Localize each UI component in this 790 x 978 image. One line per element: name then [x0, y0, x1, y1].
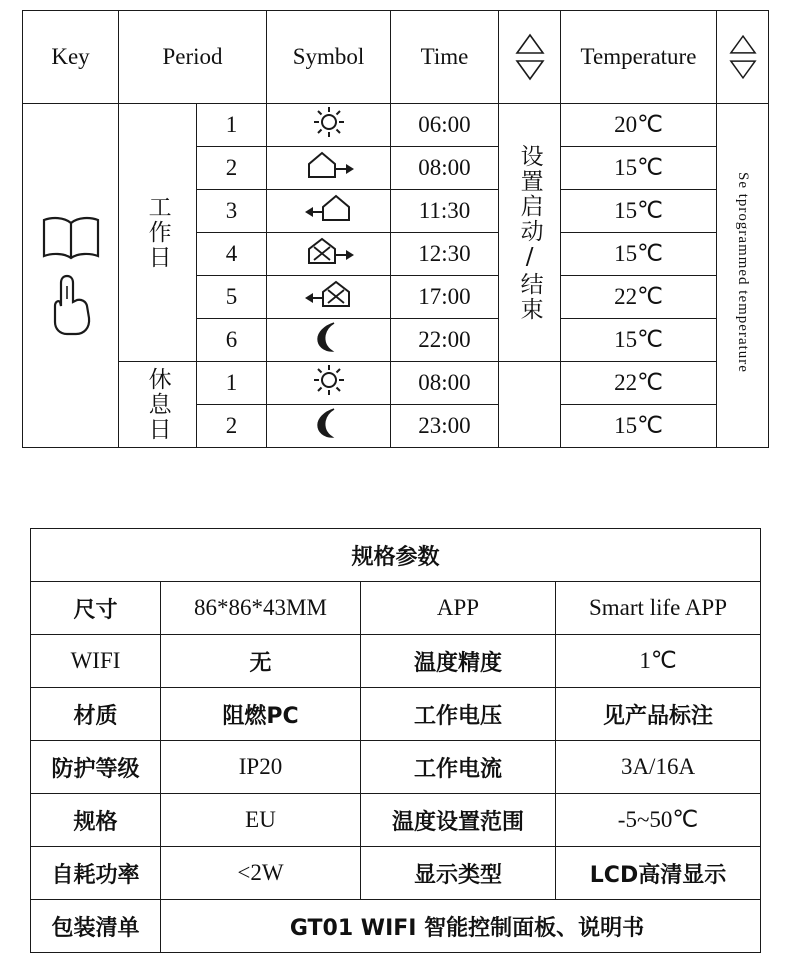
table-row	[23, 362, 769, 405]
side-label-preprogrammed-cell	[717, 104, 769, 448]
group-label-restday: 休息日	[119, 362, 197, 448]
symbol-work-leave-icon	[267, 233, 391, 276]
symbol-house-return-icon	[267, 190, 391, 233]
spec-value: IP20	[161, 741, 361, 794]
key-icon-cell	[23, 104, 119, 448]
spec-label: 工作电压	[361, 688, 556, 741]
temperature-value: 22℃	[561, 276, 717, 319]
symbol-moon-icon	[267, 405, 391, 448]
sun-icon	[309, 363, 349, 397]
spec-value: 阻燃PC	[161, 688, 361, 741]
spec-label: 温度设置范围	[361, 794, 556, 847]
temperature-value: 15℃	[561, 147, 717, 190]
temperature-value: 15℃	[561, 319, 717, 362]
symbol-sun-icon	[267, 362, 391, 405]
table-row	[31, 741, 761, 794]
spec-value: Smart life APP	[556, 582, 761, 635]
header-temp-arrows	[717, 11, 769, 104]
temperature-value: 15℃	[561, 233, 717, 276]
spec-value: 见产品标注	[556, 688, 761, 741]
header-temperature: Temperature	[561, 11, 717, 104]
time-value: 12:30	[391, 233, 499, 276]
symbol-house-leave-icon	[267, 147, 391, 190]
triangle-down-icon	[515, 59, 545, 81]
spec-label: 防护等级	[31, 741, 161, 794]
sun-icon	[309, 105, 349, 139]
temperature-value: 15℃	[561, 405, 717, 448]
triangle-down-icon	[729, 59, 757, 80]
spec-label: 尺寸	[31, 582, 161, 635]
empty-arrow-cell	[499, 362, 561, 448]
schedule-table-wrapper	[22, 10, 768, 448]
spec-value: 86*86*43MM	[161, 582, 361, 635]
spec-value: <2W	[161, 847, 361, 900]
header-key: Key	[23, 11, 119, 104]
moon-icon	[312, 320, 346, 354]
time-value: 08:00	[391, 147, 499, 190]
work-return-icon	[301, 278, 357, 310]
house-leave-icon	[301, 149, 357, 181]
spec-value: 3A/16A	[556, 741, 761, 794]
temperature-value: 22℃	[561, 362, 717, 405]
header-time-arrows	[499, 11, 561, 104]
time-value: 23:00	[391, 405, 499, 448]
symbol-work-return-icon	[267, 276, 391, 319]
period-number: 5	[197, 276, 267, 319]
spec-table-wrapper	[30, 528, 760, 953]
schedule-header-row	[23, 11, 769, 104]
temperature-value: 20℃	[561, 104, 717, 147]
table-row	[31, 635, 761, 688]
time-value: 22:00	[391, 319, 499, 362]
spec-value: -5~50℃	[556, 794, 761, 847]
period-number: 2	[197, 147, 267, 190]
side-label-start-end: 设置启动/结束	[499, 104, 561, 362]
spec-value: 无	[161, 635, 361, 688]
spec-value: GT01 WIFI 智能控制面板、说明书	[161, 900, 761, 953]
spec-label: 包装清单	[31, 900, 161, 953]
spec-value: EU	[161, 794, 361, 847]
header-time: Time	[391, 11, 499, 104]
header-symbol: Symbol	[267, 11, 391, 104]
period-number: 3	[197, 190, 267, 233]
spec-label: 显示类型	[361, 847, 556, 900]
house-return-icon	[301, 192, 357, 224]
period-number: 1	[197, 362, 267, 405]
time-value: 17:00	[391, 276, 499, 319]
period-number: 2	[197, 405, 267, 448]
work-leave-icon	[301, 235, 357, 267]
temperature-value: 15℃	[561, 190, 717, 233]
table-row	[31, 794, 761, 847]
spec-label: 工作电流	[361, 741, 556, 794]
table-row	[31, 847, 761, 900]
triangle-up-icon	[515, 33, 545, 55]
spec-value: LCD高清显示	[556, 847, 761, 900]
spec-label: WIFI	[31, 635, 161, 688]
table-row	[31, 900, 761, 953]
symbol-sun-icon	[267, 104, 391, 147]
period-number: 1	[197, 104, 267, 147]
spec-label: 材质	[31, 688, 161, 741]
spec-table	[30, 528, 761, 953]
symbol-moon-icon	[267, 319, 391, 362]
triangle-up-icon	[729, 34, 757, 55]
spec-value: 1℃	[556, 635, 761, 688]
moon-icon	[312, 406, 346, 440]
header-period: Period	[119, 11, 267, 104]
hand-pointer-icon	[48, 272, 94, 338]
spec-label: 规格	[31, 794, 161, 847]
time-value: 08:00	[391, 362, 499, 405]
period-number: 6	[197, 319, 267, 362]
table-row	[23, 104, 769, 147]
spec-label: 自耗功率	[31, 847, 161, 900]
group-label-workday: 工作日	[119, 104, 197, 362]
schedule-table	[22, 10, 769, 448]
time-value: 11:30	[391, 190, 499, 233]
table-row	[31, 688, 761, 741]
spec-label: APP	[361, 582, 556, 635]
period-number: 4	[197, 233, 267, 276]
side-label-preprogrammed: Se tprogrammed temperature	[735, 172, 751, 373]
table-row	[31, 582, 761, 635]
time-value: 06:00	[391, 104, 499, 147]
spec-title-row	[31, 529, 761, 582]
spec-title: 规格参数	[31, 529, 761, 582]
spec-label: 温度精度	[361, 635, 556, 688]
book-icon	[40, 214, 102, 262]
